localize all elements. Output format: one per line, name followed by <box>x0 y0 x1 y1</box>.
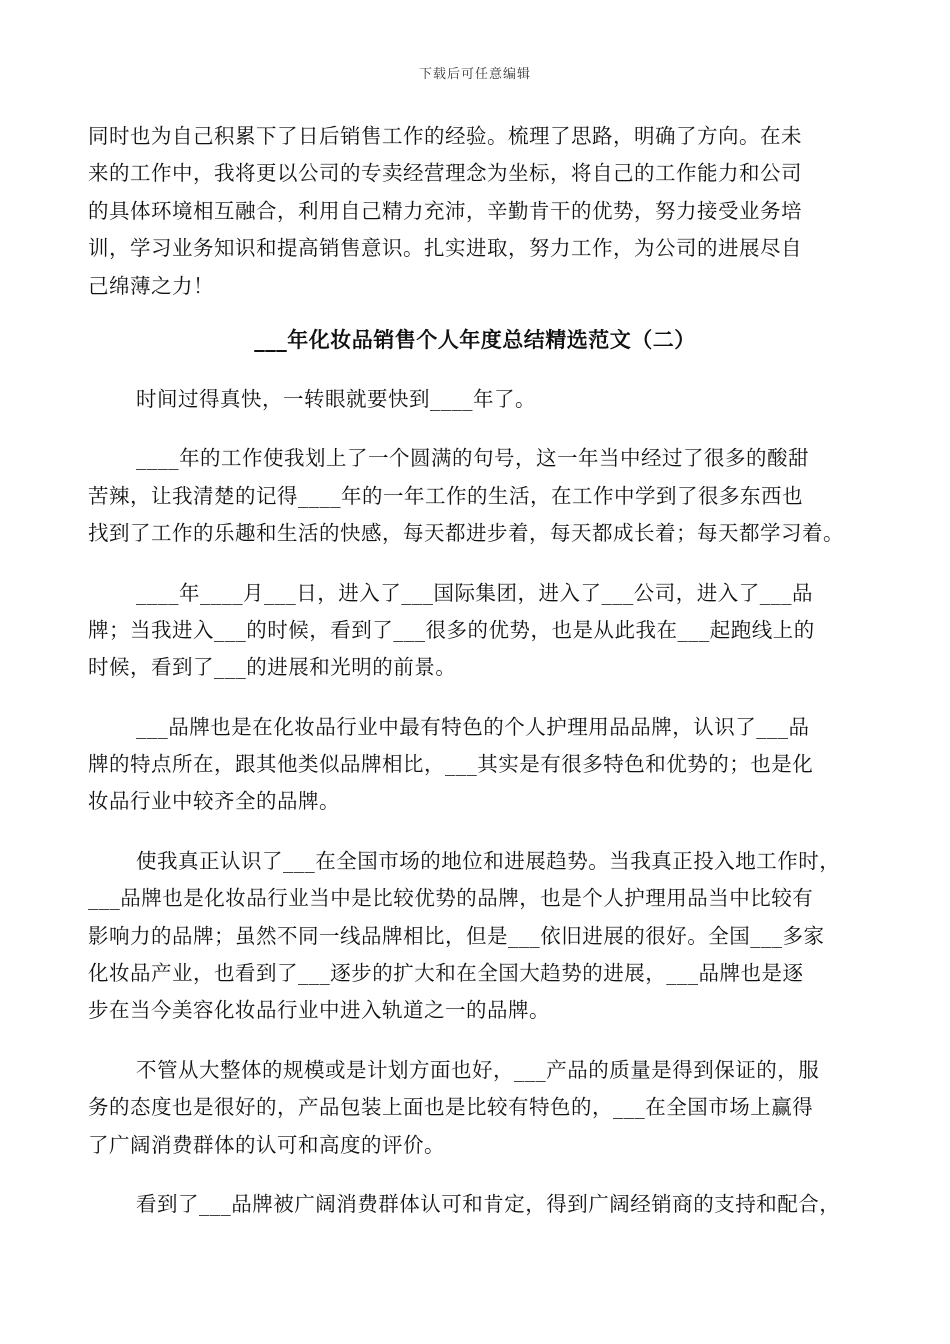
paragraph <box>88 575 880 687</box>
text-line: 不管从大整体的规模或是计划方面也好，___产品的质量是得到保证的，服 <box>136 1057 820 1082</box>
text-line: ___品牌也是化妆品行业当中是比较优势的品牌，也是个人护理用品当中比较有 <box>88 886 814 911</box>
page-header: 下载后可任意编辑 <box>418 67 531 82</box>
text-line: 训，学习业务知识和提高销售意识。扎实进取，努力工作，为公司的进展尽自 <box>88 236 802 261</box>
paragraph <box>88 440 880 552</box>
text-line: 来的工作中，我将更以公司的专卖经营理念为坐标，将自己的工作能力和公司 <box>88 161 802 186</box>
text-line: 化妆品产业，也看到了___逐步的扩大和在全国大趋势的进展，___品牌也是逐 <box>88 961 804 986</box>
text-line: 了广阔消费群体的认可和高度的评价。 <box>88 1132 445 1157</box>
paragraph <box>88 1052 880 1164</box>
section-title: ___年化妆品销售个人年度总结精选范文（二） <box>254 327 696 352</box>
text-line: 妆品行业中较齐全的品牌。 <box>88 789 340 814</box>
text-line: 己绵薄之力！ <box>88 273 214 298</box>
text-line: 同时也为自己积累下了日后销售工作的经验。梳理了思路，明确了方向。在未 <box>88 124 802 148</box>
text-line: 的具体环境相互融合，利用自己精力充沛，辛勤肯干的优势，努力接受业务培 <box>88 198 802 223</box>
text-line: 找到了工作的乐趣和生活的快感，每天都进步着，每天都成长着；每天都学习着。 <box>88 521 844 546</box>
text-line: 看到了___品牌被广阔消费群体认可和肯定，得到广阔经销商的支持和配合， <box>136 1191 841 1216</box>
text-line: ___品牌也是在化妆品行业中最有特色的个人护理用品品牌，认识了___品 <box>136 714 810 739</box>
text-line: 苦辣，让我清楚的记得____年的一年工作的生活，在工作中学到了很多东西也 <box>88 483 803 508</box>
text-line: 影响力的品牌；虽然不同一线品牌相比，但是___依旧进展的很好。全国___多家 <box>88 923 825 948</box>
paragraph <box>88 381 880 418</box>
paragraph <box>88 709 880 821</box>
paragraph <box>88 843 880 1030</box>
text-line: 时候，看到了___的进展和光明的前景。 <box>88 655 457 680</box>
text-line: ____年的工作使我划上了一个圆满的句号，这一年当中经过了很多的酸甜 <box>136 446 809 471</box>
text-line: 步在当今美容化妆品行业中进入轨道之一的品牌。 <box>88 998 550 1023</box>
document-body <box>88 118 880 1245</box>
text-line: 牌的特点所在，跟其他类似品牌相比，___其实是有很多特色和优势的；也是化 <box>88 752 814 777</box>
text-line: 务的态度也是很好的，产品包装上面也是比较有特色的，___在全国市场上赢得 <box>88 1095 814 1120</box>
text-line: 牌；当我进入___的时候，看到了___很多的优势，也是从此我在___起跑线上的 <box>88 617 815 642</box>
text-line: 时间过得真快，一转眼就要快到____年了。 <box>136 386 536 411</box>
paragraph-continuation <box>88 118 880 305</box>
text-line: ____年____月___日，进入了___国际集团，进入了___公司，进入了___品 <box>136 580 813 605</box>
paragraph <box>88 1186 880 1223</box>
text-line: 使我真正认识了___在全国市场的地位和进展趋势。当我真正投入地工作时， <box>136 848 841 873</box>
